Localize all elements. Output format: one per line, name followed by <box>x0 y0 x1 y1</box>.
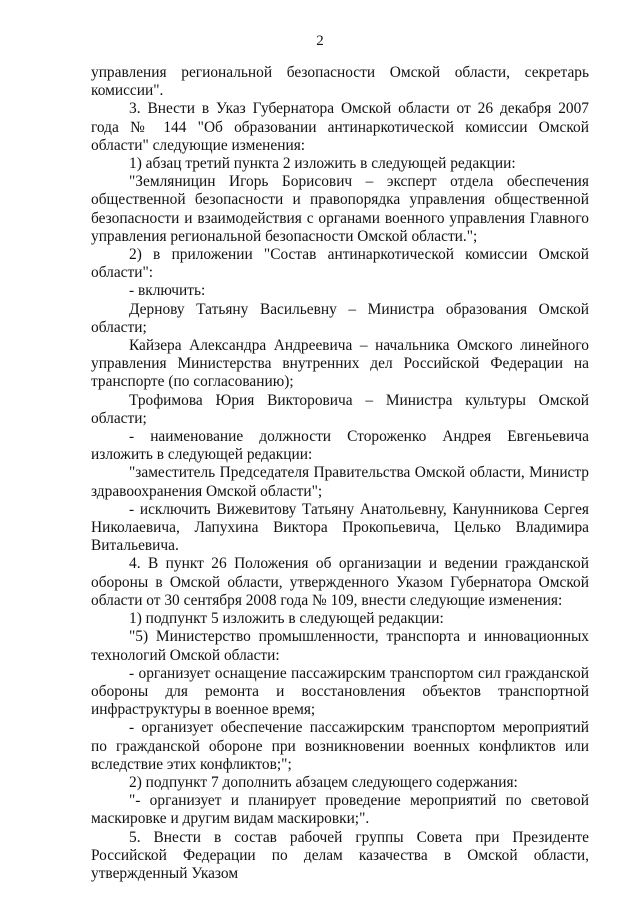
paragraph: Трофимова Юрия Викторовича – Министра культуры Омской области; <box>91 391 589 427</box>
paragraph: - включить: <box>129 282 206 300</box>
paragraph: Дернову Татьяну Васильевну – Министра образования Омской области; <box>91 300 589 336</box>
paragraph: "- организует и планирует проведение мероприятий по световой маскировке и другим видам маскировки;". <box>91 792 589 828</box>
paragraph: - организует оснащение пассажирским транспортом сил гражданской обороны для ремонта и восстановления объектов транспортной инфраструктуры в военное время; <box>91 664 589 719</box>
paragraph: - исключить Вижевитову Татьяну Анатольевну, Канунникова Сергея Николаевича, Лапухина Виктора Прокопьевича, Целько Владимира Витальевича. <box>91 500 589 555</box>
paragraph: управления региональной безопасности Омской области, секретарь комиссии". <box>91 64 589 100</box>
paragraph: Кайзера Александра Андреевича – начальника Омского линейного управления Министерства внутренних дел Российской Федерации на транспорте (по согласованию); <box>91 337 589 391</box>
paragraph: 3. Внести в Указ Губернатора Омской области от 26 декабря 2007 года № 144 "Об образовании антинаркотической комиссии Омской области" следующие изменения: <box>91 100 589 154</box>
paragraph: 1) абзац третий пункта 2 изложить в следующей редакции: <box>129 155 516 173</box>
paragraph: 2) подпункт 7 дополнить абзацем следующего содержания: <box>129 773 518 791</box>
paragraph: - наименование должности Стороженко Андрея Евгеньевича изложить в следующей редакции: <box>91 428 589 464</box>
paragraph: "заместитель Председателя Правительства Омской области, Министр здравоохранения Омской области"; <box>91 464 589 500</box>
paragraph: "5) Министерство промышленности, транспорта и инновационных технологий Омской области: <box>91 628 589 664</box>
paragraph: 1) подпункт 5 изложить в следующей редакции: <box>129 610 444 628</box>
page-number: 2 <box>316 33 324 49</box>
paragraph: "Земляницин Игорь Борисович – эксперт отдела обеспечения общественной безопасности и правопорядка управления общественной безопасности и взаимодействия с органами военного управления Главного управления региональной безопасности Омской области."; <box>91 173 589 245</box>
document-body <box>91 64 589 883</box>
paragraph: 4. В пункт 26 Положения об организации и ведении гражданской обороны в Омской области, утвержденного Указом Губернатора Омской области от 30 сентября 2008 года № 109, внести следующие изменения: <box>91 555 589 609</box>
paragraph: - организует обеспечение пассажирским транспортом мероприятий по гражданской обороне при возникновении военных конфликтов или вследствие этих конфликтов;"; <box>91 719 589 773</box>
paragraph: 2) в приложении "Состав антинаркотической комиссии Омской области": <box>91 246 589 282</box>
paragraph: 5. Внести в состав рабочей группы Совета при Президенте Российской Федерации по делам казачества в Омской области, утвержденный Указом <box>91 828 589 882</box>
